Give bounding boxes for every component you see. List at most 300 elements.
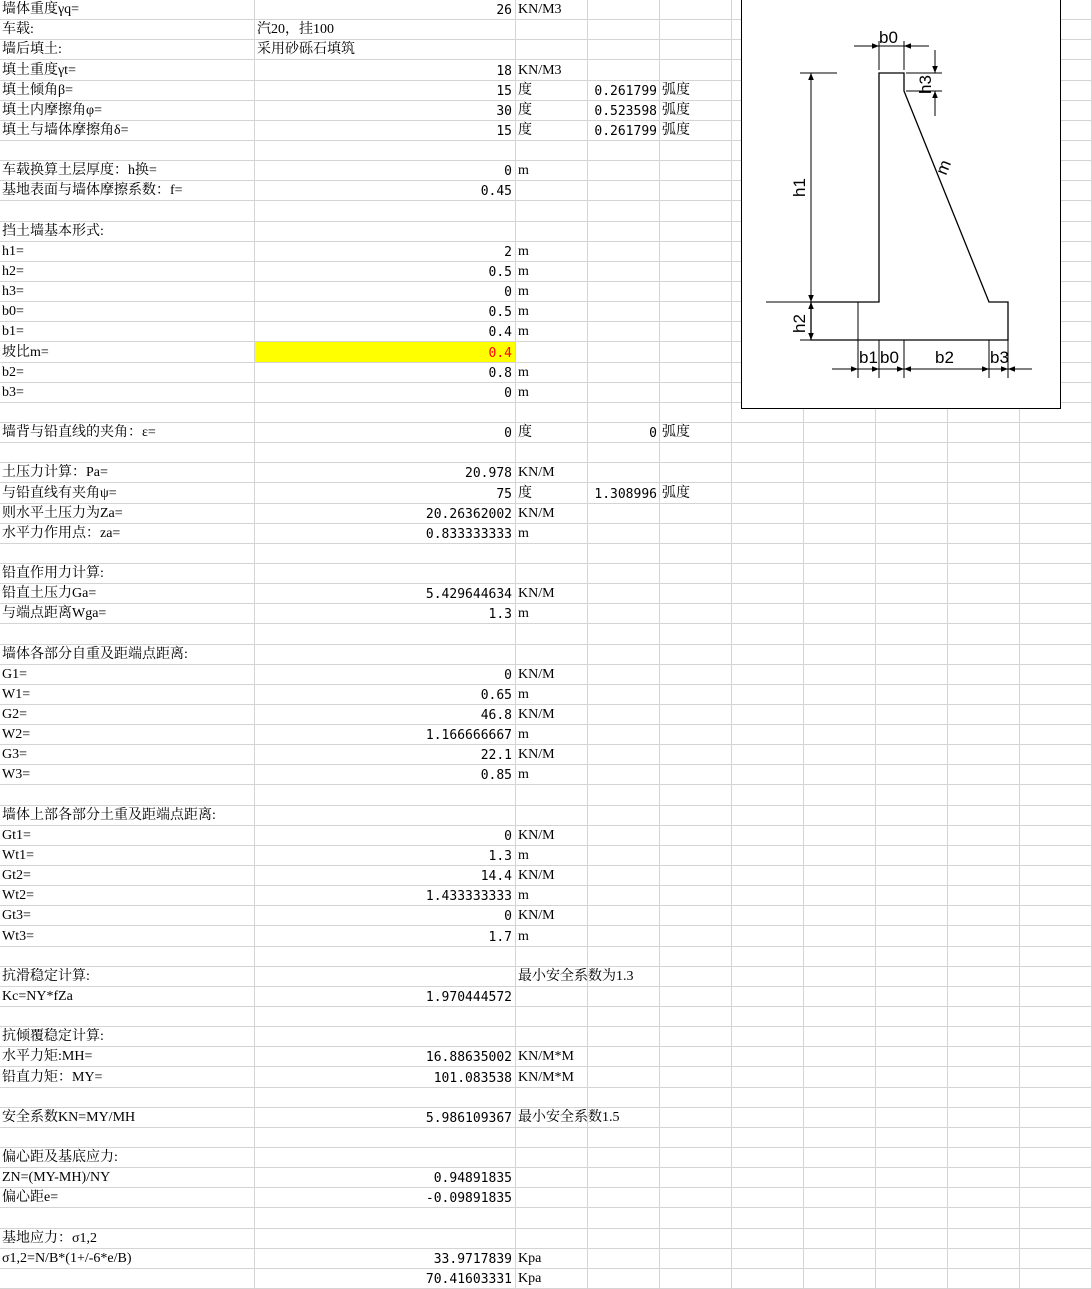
- cell-label[interactable]: [0, 665, 255, 684]
- cell-empty[interactable]: [948, 584, 1020, 603]
- cell-radian-unit[interactable]: [660, 1168, 732, 1187]
- cell-label[interactable]: [0, 463, 255, 482]
- cell-empty[interactable]: [1020, 1229, 1092, 1248]
- cell-radian-unit[interactable]: [660, 685, 732, 704]
- cell-empty[interactable]: [732, 1188, 804, 1207]
- cell-empty[interactable]: [876, 584, 948, 603]
- cell-value[interactable]: [255, 1269, 516, 1288]
- cell-unit[interactable]: [516, 544, 588, 563]
- cell-radian[interactable]: [588, 40, 660, 59]
- cell-radian[interactable]: [588, 1148, 660, 1167]
- cell-empty[interactable]: [732, 1249, 804, 1268]
- cell-empty[interactable]: [948, 826, 1020, 845]
- cell-value[interactable]: [255, 1027, 516, 1046]
- cell-value[interactable]: [255, 0, 516, 19]
- cell-empty[interactable]: [732, 1208, 804, 1227]
- cell-unit[interactable]: [516, 1188, 588, 1207]
- cell-radian[interactable]: [588, 685, 660, 704]
- cell-radian-unit[interactable]: [660, 302, 732, 321]
- cell-empty[interactable]: [732, 846, 804, 865]
- cell-radian[interactable]: [588, 1108, 660, 1127]
- cell-radian[interactable]: [588, 1027, 660, 1046]
- cell-value[interactable]: [255, 987, 516, 1006]
- cell-empty[interactable]: [1020, 665, 1092, 684]
- cell-empty[interactable]: [1020, 705, 1092, 724]
- cell-value[interactable]: [255, 967, 516, 986]
- cell-label[interactable]: [0, 866, 255, 885]
- cell-radian-unit[interactable]: [660, 1088, 732, 1107]
- cell-empty[interactable]: [1020, 806, 1092, 825]
- cell-radian[interactable]: [588, 1208, 660, 1227]
- cell-radian[interactable]: [588, 926, 660, 945]
- cell-empty[interactable]: [1020, 725, 1092, 744]
- cell-value[interactable]: [255, 765, 516, 784]
- cell-label[interactable]: [0, 584, 255, 603]
- cell-radian-unit[interactable]: [660, 866, 732, 885]
- cell-unit[interactable]: [516, 584, 588, 603]
- cell-empty[interactable]: [1020, 1168, 1092, 1187]
- cell-value[interactable]: [255, 624, 516, 643]
- cell-radian[interactable]: [588, 1047, 660, 1066]
- cell-radian-unit[interactable]: [660, 383, 732, 402]
- cell-empty[interactable]: [876, 806, 948, 825]
- cell-radian-unit[interactable]: [660, 363, 732, 382]
- cell-empty[interactable]: [876, 1007, 948, 1026]
- cell-unit[interactable]: [516, 524, 588, 543]
- cell-empty[interactable]: [732, 1007, 804, 1026]
- cell-empty[interactable]: [948, 624, 1020, 643]
- cell-label[interactable]: [0, 322, 255, 341]
- cell-label[interactable]: [0, 1007, 255, 1026]
- cell-radian-unit[interactable]: [660, 886, 732, 905]
- cell-empty[interactable]: [876, 504, 948, 523]
- cell-unit[interactable]: [516, 60, 588, 79]
- cell-radian-unit[interactable]: [660, 423, 732, 442]
- cell-unit[interactable]: [516, 302, 588, 321]
- cell-value[interactable]: [255, 181, 516, 200]
- cell-label[interactable]: [0, 705, 255, 724]
- cell-radian-unit[interactable]: [660, 604, 732, 623]
- cell-empty[interactable]: [732, 826, 804, 845]
- cell-empty[interactable]: [948, 1108, 1020, 1127]
- cell-empty[interactable]: [804, 906, 876, 925]
- cell-empty[interactable]: [804, 1148, 876, 1167]
- cell-radian[interactable]: [588, 745, 660, 764]
- cell-unit[interactable]: [516, 1088, 588, 1107]
- cell-unit[interactable]: [516, 685, 588, 704]
- cell-empty[interactable]: [948, 947, 1020, 966]
- cell-value[interactable]: [255, 725, 516, 744]
- cell-unit[interactable]: [516, 463, 588, 482]
- cell-radian-unit[interactable]: [660, 20, 732, 39]
- cell-unit[interactable]: [516, 81, 588, 100]
- cell-unit[interactable]: [516, 846, 588, 865]
- cell-radian[interactable]: [588, 81, 660, 100]
- cell-empty[interactable]: [876, 1249, 948, 1268]
- cell-radian-unit[interactable]: [660, 665, 732, 684]
- cell-value[interactable]: [255, 564, 516, 583]
- cell-empty[interactable]: [1020, 624, 1092, 643]
- cell-empty[interactable]: [732, 564, 804, 583]
- cell-radian[interactable]: [588, 725, 660, 744]
- cell-value[interactable]: [255, 1229, 516, 1248]
- cell-empty[interactable]: [732, 886, 804, 905]
- cell-empty[interactable]: [948, 1188, 1020, 1207]
- cell-radian-unit[interactable]: [660, 1208, 732, 1227]
- cell-unit[interactable]: [516, 0, 588, 19]
- cell-label[interactable]: [0, 806, 255, 825]
- cell-empty[interactable]: [876, 1047, 948, 1066]
- cell-radian[interactable]: [588, 282, 660, 301]
- cell-empty[interactable]: [804, 1269, 876, 1288]
- cell-empty[interactable]: [804, 1188, 876, 1207]
- cell-empty[interactable]: [732, 1088, 804, 1107]
- cell-label[interactable]: [0, 40, 255, 59]
- cell-empty[interactable]: [732, 463, 804, 482]
- cell-radian[interactable]: [588, 866, 660, 885]
- cell-empty[interactable]: [1020, 967, 1092, 986]
- cell-empty[interactable]: [732, 524, 804, 543]
- cell-label[interactable]: [0, 1269, 255, 1288]
- cell-label[interactable]: [0, 302, 255, 321]
- cell-radian-unit[interactable]: [660, 645, 732, 664]
- cell-value[interactable]: [255, 745, 516, 764]
- cell-radian[interactable]: [588, 665, 660, 684]
- cell-label[interactable]: [0, 201, 255, 220]
- cell-radian[interactable]: [588, 987, 660, 1006]
- cell-empty[interactable]: [948, 544, 1020, 563]
- cell-empty[interactable]: [732, 926, 804, 945]
- cell-radian-unit[interactable]: [660, 624, 732, 643]
- cell-value[interactable]: [255, 544, 516, 563]
- cell-radian-unit[interactable]: [660, 222, 732, 241]
- cell-empty[interactable]: [948, 725, 1020, 744]
- cell-empty[interactable]: [876, 1108, 948, 1127]
- cell-radian[interactable]: [588, 967, 660, 986]
- cell-empty[interactable]: [732, 685, 804, 704]
- cell-empty[interactable]: [1020, 1007, 1092, 1026]
- cell-label[interactable]: [0, 161, 255, 180]
- cell-label[interactable]: [0, 1088, 255, 1107]
- cell-radian[interactable]: [588, 947, 660, 966]
- cell-radian[interactable]: [588, 524, 660, 543]
- cell-unit[interactable]: [516, 201, 588, 220]
- cell-empty[interactable]: [1020, 987, 1092, 1006]
- cell-radian[interactable]: [588, 826, 660, 845]
- cell-radian[interactable]: [588, 1229, 660, 1248]
- cell-radian[interactable]: [588, 1128, 660, 1147]
- cell-radian-unit[interactable]: [660, 463, 732, 482]
- cell-value[interactable]: [255, 81, 516, 100]
- cell-empty[interactable]: [948, 1249, 1020, 1268]
- cell-empty[interactable]: [804, 604, 876, 623]
- cell-empty[interactable]: [876, 725, 948, 744]
- cell-empty[interactable]: [876, 785, 948, 804]
- cell-radian-unit[interactable]: [660, 121, 732, 140]
- cell-radian-unit[interactable]: [660, 1269, 732, 1288]
- cell-radian[interactable]: [588, 584, 660, 603]
- cell-empty[interactable]: [1020, 423, 1092, 442]
- cell-empty[interactable]: [804, 1208, 876, 1227]
- cell-label[interactable]: [0, 20, 255, 39]
- cell-empty[interactable]: [804, 665, 876, 684]
- cell-empty[interactable]: [948, 564, 1020, 583]
- cell-value[interactable]: [255, 1088, 516, 1107]
- cell-empty[interactable]: [804, 846, 876, 865]
- cell-radian-unit[interactable]: [660, 60, 732, 79]
- cell-radian[interactable]: [588, 60, 660, 79]
- cell-label[interactable]: [0, 423, 255, 442]
- cell-unit[interactable]: [516, 564, 588, 583]
- cell-unit[interactable]: [516, 20, 588, 39]
- cell-empty[interactable]: [804, 886, 876, 905]
- cell-value[interactable]: [255, 201, 516, 220]
- cell-empty[interactable]: [804, 745, 876, 764]
- cell-radian[interactable]: [588, 363, 660, 382]
- cell-radian-unit[interactable]: [660, 1108, 732, 1127]
- cell-empty[interactable]: [876, 443, 948, 462]
- cell-empty[interactable]: [732, 645, 804, 664]
- cell-radian-unit[interactable]: [660, 564, 732, 583]
- cell-empty[interactable]: [948, 604, 1020, 623]
- cell-radian[interactable]: [588, 322, 660, 341]
- cell-unit[interactable]: [516, 121, 588, 140]
- cell-empty[interactable]: [876, 1128, 948, 1147]
- cell-radian[interactable]: [588, 0, 660, 19]
- cell-empty[interactable]: [876, 1208, 948, 1227]
- cell-empty[interactable]: [732, 1148, 804, 1167]
- cell-empty[interactable]: [876, 524, 948, 543]
- cell-empty[interactable]: [948, 866, 1020, 885]
- cell-empty[interactable]: [948, 1007, 1020, 1026]
- cell-label[interactable]: [0, 745, 255, 764]
- cell-label[interactable]: [0, 826, 255, 845]
- cell-empty[interactable]: [876, 1229, 948, 1248]
- cell-empty[interactable]: [804, 785, 876, 804]
- cell-empty[interactable]: [948, 1208, 1020, 1227]
- cell-label[interactable]: [0, 443, 255, 462]
- cell-empty[interactable]: [876, 544, 948, 563]
- cell-radian[interactable]: [588, 242, 660, 261]
- cell-empty[interactable]: [804, 544, 876, 563]
- cell-empty[interactable]: [732, 483, 804, 502]
- cell-empty[interactable]: [804, 1249, 876, 1268]
- cell-empty[interactable]: [1020, 645, 1092, 664]
- cell-radian[interactable]: [588, 1088, 660, 1107]
- cell-empty[interactable]: [948, 483, 1020, 502]
- cell-radian[interactable]: [588, 443, 660, 462]
- cell-empty[interactable]: [804, 463, 876, 482]
- cell-radian[interactable]: [588, 161, 660, 180]
- cell-radian-unit[interactable]: [660, 1188, 732, 1207]
- cell-empty[interactable]: [948, 1148, 1020, 1167]
- cell-unit[interactable]: [516, 906, 588, 925]
- cell-value[interactable]: [255, 443, 516, 462]
- cell-empty[interactable]: [732, 443, 804, 462]
- cell-empty[interactable]: [876, 745, 948, 764]
- cell-empty[interactable]: [948, 926, 1020, 945]
- cell-unit[interactable]: [516, 1229, 588, 1248]
- cell-value[interactable]: [255, 1168, 516, 1187]
- cell-empty[interactable]: [804, 564, 876, 583]
- cell-radian[interactable]: [588, 806, 660, 825]
- cell-unit[interactable]: [516, 363, 588, 382]
- cell-label[interactable]: [0, 363, 255, 382]
- cell-radian-unit[interactable]: [660, 1027, 732, 1046]
- cell-unit[interactable]: [516, 1269, 588, 1288]
- cell-empty[interactable]: [876, 1088, 948, 1107]
- cell-empty[interactable]: [732, 705, 804, 724]
- cell-unit[interactable]: [516, 262, 588, 281]
- cell-unit[interactable]: [516, 987, 588, 1006]
- cell-radian-unit[interactable]: [660, 806, 732, 825]
- cell-empty[interactable]: [876, 866, 948, 885]
- cell-value[interactable]: [255, 645, 516, 664]
- cell-radian-unit[interactable]: [660, 161, 732, 180]
- cell-radian-unit[interactable]: [660, 40, 732, 59]
- cell-radian[interactable]: [588, 544, 660, 563]
- cell-empty[interactable]: [804, 826, 876, 845]
- cell-unit[interactable]: [516, 604, 588, 623]
- cell-label[interactable]: [0, 645, 255, 664]
- cell-empty[interactable]: [804, 1047, 876, 1066]
- cell-value[interactable]: [255, 20, 516, 39]
- cell-empty[interactable]: [1020, 1108, 1092, 1127]
- cell-unit[interactable]: [516, 1128, 588, 1147]
- cell-radian[interactable]: [588, 302, 660, 321]
- cell-unit[interactable]: [516, 1249, 588, 1268]
- cell-empty[interactable]: [1020, 1188, 1092, 1207]
- cell-empty[interactable]: [1020, 463, 1092, 482]
- cell-radian[interactable]: [588, 101, 660, 120]
- cell-value[interactable]: [255, 806, 516, 825]
- cell-empty[interactable]: [1020, 785, 1092, 804]
- cell-radian[interactable]: [588, 20, 660, 39]
- cell-radian[interactable]: [588, 886, 660, 905]
- cell-empty[interactable]: [1020, 1249, 1092, 1268]
- cell-empty[interactable]: [732, 725, 804, 744]
- cell-empty[interactable]: [948, 1067, 1020, 1086]
- cell-radian-unit[interactable]: [660, 967, 732, 986]
- cell-radian-unit[interactable]: [660, 1229, 732, 1248]
- cell-empty[interactable]: [732, 504, 804, 523]
- cell-value[interactable]: [255, 1108, 516, 1127]
- cell-unit[interactable]: [516, 161, 588, 180]
- cell-label[interactable]: [0, 81, 255, 100]
- cell-empty[interactable]: [876, 463, 948, 482]
- cell-value[interactable]: [255, 1067, 516, 1086]
- cell-empty[interactable]: [948, 745, 1020, 764]
- cell-empty[interactable]: [732, 866, 804, 885]
- cell-empty[interactable]: [876, 886, 948, 905]
- cell-radian[interactable]: [588, 403, 660, 422]
- cell-value[interactable]: [255, 846, 516, 865]
- cell-empty[interactable]: [732, 1108, 804, 1127]
- cell-unit[interactable]: [516, 886, 588, 905]
- cell-value[interactable]: [255, 504, 516, 523]
- cell-empty[interactable]: [732, 1027, 804, 1046]
- cell-unit[interactable]: [516, 383, 588, 402]
- cell-radian-unit[interactable]: [660, 705, 732, 724]
- cell-unit[interactable]: [516, 443, 588, 462]
- cell-empty[interactable]: [804, 423, 876, 442]
- cell-label[interactable]: [0, 342, 255, 361]
- cell-empty[interactable]: [1020, 604, 1092, 623]
- cell-empty[interactable]: [948, 1229, 1020, 1248]
- cell-radian[interactable]: [588, 141, 660, 160]
- cell-radian-unit[interactable]: [660, 342, 732, 361]
- cell-label[interactable]: [0, 1188, 255, 1207]
- cell-empty[interactable]: [948, 705, 1020, 724]
- cell-value[interactable]: [255, 262, 516, 281]
- cell-empty[interactable]: [948, 665, 1020, 684]
- cell-empty[interactable]: [876, 1067, 948, 1086]
- cell-value[interactable]: [255, 926, 516, 945]
- cell-empty[interactable]: [732, 665, 804, 684]
- cell-value[interactable]: [255, 322, 516, 341]
- cell-empty[interactable]: [948, 886, 1020, 905]
- cell-empty[interactable]: [948, 906, 1020, 925]
- cell-unit[interactable]: [516, 1208, 588, 1227]
- cell-empty[interactable]: [732, 1128, 804, 1147]
- cell-empty[interactable]: [876, 826, 948, 845]
- cell-empty[interactable]: [948, 504, 1020, 523]
- cell-radian-unit[interactable]: [660, 282, 732, 301]
- cell-empty[interactable]: [1020, 1128, 1092, 1147]
- cell-radian-unit[interactable]: [660, 524, 732, 543]
- cell-unit[interactable]: [516, 342, 588, 361]
- cell-empty[interactable]: [804, 1067, 876, 1086]
- cell-empty[interactable]: [948, 423, 1020, 442]
- cell-empty[interactable]: [804, 1229, 876, 1248]
- cell-empty[interactable]: [948, 1168, 1020, 1187]
- cell-radian-unit[interactable]: [660, 765, 732, 784]
- cell-value[interactable]: [255, 242, 516, 261]
- cell-radian[interactable]: [588, 1249, 660, 1268]
- cell-empty[interactable]: [948, 685, 1020, 704]
- cell-empty[interactable]: [804, 504, 876, 523]
- cell-empty[interactable]: [948, 524, 1020, 543]
- cell-radian[interactable]: [588, 1188, 660, 1207]
- cell-label[interactable]: [0, 141, 255, 160]
- cell-empty[interactable]: [1020, 1027, 1092, 1046]
- cell-empty[interactable]: [876, 987, 948, 1006]
- cell-empty[interactable]: [732, 604, 804, 623]
- cell-radian-unit[interactable]: [660, 826, 732, 845]
- cell-empty[interactable]: [948, 645, 1020, 664]
- cell-value[interactable]: [255, 1249, 516, 1268]
- cell-empty[interactable]: [948, 463, 1020, 482]
- cell-empty[interactable]: [876, 967, 948, 986]
- cell-empty[interactable]: [732, 906, 804, 925]
- cell-empty[interactable]: [804, 947, 876, 966]
- cell-radian-unit[interactable]: [660, 1007, 732, 1026]
- cell-value[interactable]: [255, 483, 516, 502]
- cell-radian[interactable]: [588, 383, 660, 402]
- cell-value[interactable]: [255, 1007, 516, 1026]
- cell-label[interactable]: [0, 624, 255, 643]
- cell-empty[interactable]: [948, 967, 1020, 986]
- cell-value[interactable]: [255, 685, 516, 704]
- cell-label[interactable]: [0, 242, 255, 261]
- cell-unit[interactable]: [516, 785, 588, 804]
- cell-radian[interactable]: [588, 564, 660, 583]
- cell-unit[interactable]: [516, 403, 588, 422]
- cell-unit[interactable]: [516, 504, 588, 523]
- cell-label[interactable]: [0, 403, 255, 422]
- cell-radian[interactable]: [588, 463, 660, 482]
- cell-empty[interactable]: [876, 926, 948, 945]
